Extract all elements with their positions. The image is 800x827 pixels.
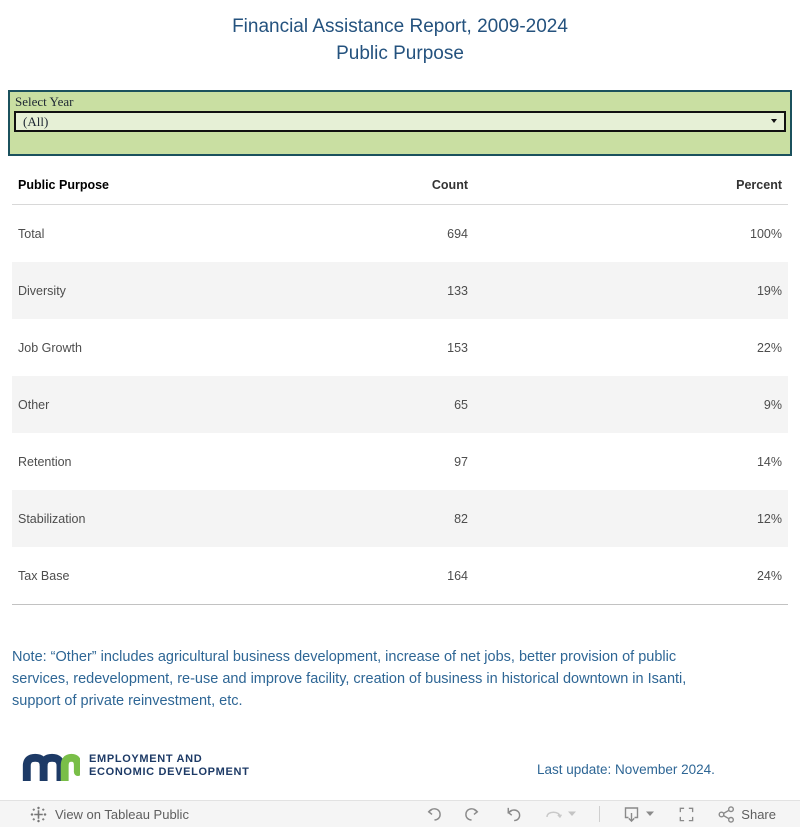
col-public-purpose: Public Purpose	[18, 178, 109, 192]
table-row[interactable]	[12, 376, 788, 433]
revert-icon	[504, 805, 522, 823]
col-count: Count	[431, 178, 468, 192]
cell-label: Job Growth	[18, 340, 82, 355]
share-icon	[717, 805, 736, 824]
cell-count: 82	[454, 511, 468, 526]
view-on-tableau-label: View on Tableau Public	[55, 806, 189, 822]
toolbar-divider	[599, 806, 600, 822]
year-dropdown-value: (All)	[23, 113, 49, 129]
cell-percent: 24%	[756, 568, 782, 583]
cell-label: Diversity	[18, 283, 66, 298]
cell-count: 65	[454, 397, 468, 412]
fullscreen-button[interactable]	[677, 805, 695, 823]
cell-label: Retention	[18, 454, 72, 469]
tableau-logo-icon	[30, 806, 47, 823]
year-dropdown[interactable]	[14, 111, 786, 132]
cell-count: 164	[447, 568, 468, 583]
page-title: Financial Assistance Report, 2009-2024	[232, 16, 568, 37]
caret-down-icon	[568, 811, 577, 817]
cell-label: Tax Base	[18, 568, 70, 583]
table-row[interactable]	[12, 262, 788, 319]
deed-logo	[22, 751, 250, 781]
table-row[interactable]	[12, 433, 788, 490]
cell-percent: 22%	[756, 340, 782, 355]
cell-percent: 12%	[756, 511, 782, 526]
view-on-tableau-link[interactable]	[0, 806, 189, 823]
note-line: support of private reinvestment, etc.	[12, 693, 243, 709]
download-icon	[622, 805, 641, 824]
cell-percent: 19%	[756, 283, 782, 298]
download-button[interactable]	[622, 805, 655, 824]
table-header	[12, 166, 788, 205]
cell-percent: 14%	[756, 454, 782, 469]
note-line: Note: “Other” includes agricultural business development, increase of net jobs, better provision of public	[12, 649, 677, 665]
cell-count: 153	[447, 340, 468, 355]
table-row[interactable]	[12, 205, 788, 262]
fullscreen-icon	[677, 805, 695, 823]
refresh-button	[544, 805, 577, 824]
toolbar-actions	[424, 805, 800, 824]
share-button[interactable]	[717, 805, 776, 824]
note-line: services, redevelopment, re-use and improve facility, creation of business in historical downtown in Isanti,	[12, 671, 687, 687]
cell-count: 97	[454, 454, 468, 469]
redo-button[interactable]	[464, 805, 482, 823]
mn-logo-icon	[22, 751, 80, 781]
table-row[interactable]	[12, 547, 788, 605]
tableau-toolbar	[0, 800, 800, 827]
table-row[interactable]	[12, 490, 788, 547]
cell-count: 694	[447, 226, 468, 241]
public-purpose-table	[12, 166, 788, 605]
logo-text	[89, 753, 250, 779]
last-update-text: Last update: November 2024.	[537, 762, 715, 777]
cell-percent: 9%	[763, 397, 782, 412]
logo-text-line1: EMPLOYMENT AND	[89, 753, 203, 765]
cell-count: 133	[447, 283, 468, 298]
page-subtitle: Public Purpose	[336, 43, 464, 64]
col-percent: Percent	[736, 178, 782, 192]
cell-percent: 100%	[750, 226, 782, 241]
refresh-icon	[544, 805, 563, 824]
cell-label: Other	[18, 397, 50, 412]
logo-text-line2: ECONOMIC DEVELOPMENT	[89, 766, 250, 778]
cell-label: Total	[18, 226, 45, 241]
undo-button[interactable]	[424, 805, 442, 823]
revert-button[interactable]	[504, 805, 522, 823]
caret-down-icon	[771, 119, 777, 123]
year-filter-panel	[8, 90, 792, 156]
share-label: Share	[741, 806, 776, 822]
note-text	[12, 646, 792, 712]
cell-label: Stabilization	[18, 511, 86, 526]
title-block	[0, 13, 800, 67]
table-row[interactable]	[12, 319, 788, 376]
filter-label: Select Year	[15, 94, 74, 109]
caret-down-icon[interactable]	[646, 811, 655, 817]
undo-icon	[424, 805, 442, 823]
redo-icon	[464, 805, 482, 823]
